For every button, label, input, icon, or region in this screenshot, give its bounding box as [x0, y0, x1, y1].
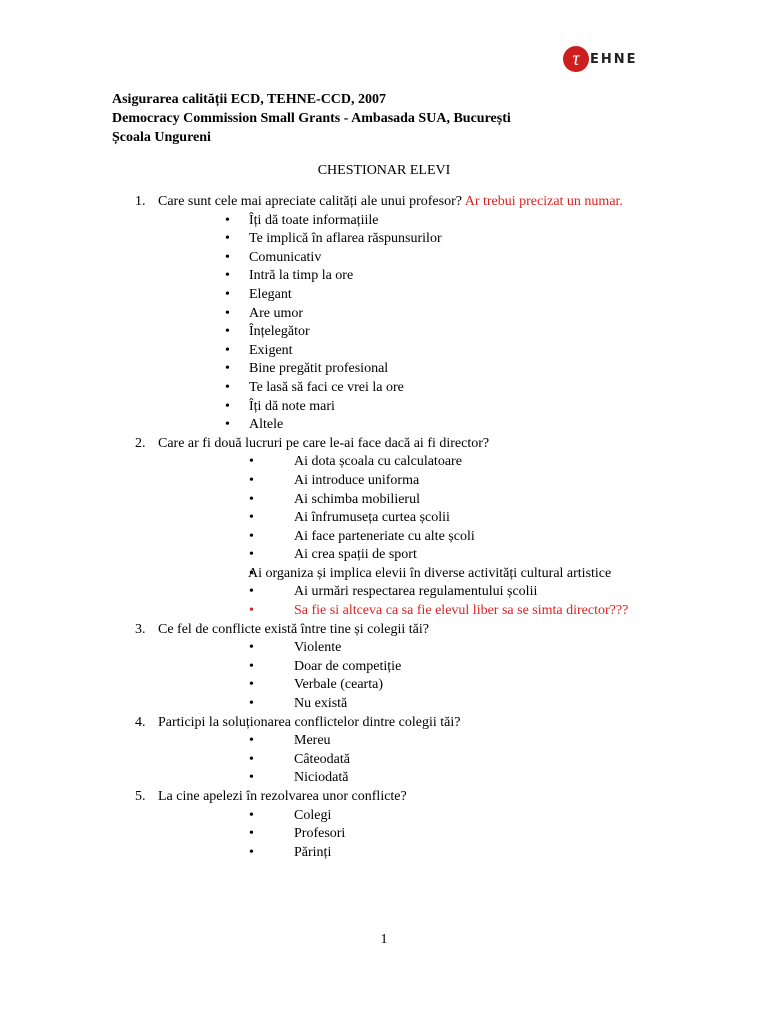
question-number: 5.	[135, 789, 146, 804]
question-1-text: Care sunt cele mai apreciate calități ale unui profesor?	[158, 194, 462, 209]
editor-note: Ar trebui precizat un numar.	[464, 194, 623, 209]
question-3	[135, 621, 655, 640]
option-item: • Îți dă note mari	[135, 398, 655, 417]
question-5	[135, 788, 655, 807]
question-2	[135, 435, 655, 454]
question-1	[135, 193, 655, 212]
question-3-options	[135, 639, 655, 713]
question-text: Participi la soluționarea conflictelor dintre colegii tăi?	[158, 714, 461, 730]
option-item: • Elegant	[135, 286, 655, 305]
question-5-options	[135, 807, 655, 863]
option-item: • Profesori	[135, 825, 655, 844]
question-number: 1.	[135, 194, 146, 209]
option-text: • Ai organiza și implica elevii în diverse activități cultural artistice	[248, 565, 612, 581]
option-item: • Ai schimba mobilierul	[135, 491, 655, 510]
question-text: Ce fel de conflicte există între tine și colegii tăi?	[158, 621, 429, 637]
header-line-3: Școala Ungureni	[112, 130, 211, 145]
question-1-options	[135, 212, 655, 435]
question-4-options	[135, 732, 655, 788]
header-line-1: Asigurarea calității ECD, TEHNE-CCD, 2007	[112, 92, 387, 107]
option-item: • Îți dă toate informațiile	[135, 212, 655, 231]
option-item: • Are umor	[135, 305, 655, 324]
option-item: • Colegi	[135, 807, 655, 826]
option-item: • Exigent	[135, 342, 655, 361]
option-item: • Verbale (cearta)	[135, 676, 655, 695]
option-item: • Comunicativ	[135, 249, 655, 268]
option-item: • Violente	[135, 639, 655, 658]
question-number: 4.	[135, 714, 146, 730]
tehne-logo	[563, 44, 638, 74]
tehne-logo-mark: τ	[563, 46, 589, 72]
question-text	[158, 193, 655, 212]
option-item: • Ai face parteneriate cu alte școli	[135, 528, 655, 547]
question-text: La cine apelezi în rezolvarea unor conflicte?	[158, 789, 407, 804]
tehne-logo-text: EHNE	[590, 51, 638, 67]
option-item: • Părinți	[135, 844, 655, 863]
page-number: 1	[380, 932, 388, 947]
option-item: • Înțelegător	[135, 323, 655, 342]
option-item: • Mereu	[135, 732, 655, 751]
option-item: • Niciodată	[135, 769, 655, 788]
question-text: Care ar fi două lucruri pe care le-ai face dacă ai fi director?	[158, 435, 490, 451]
document-title: CHESTIONAR ELEVI	[317, 163, 451, 178]
option-item: • Te lasă să faci ce vrei la ore	[135, 379, 655, 398]
option-item: • Altele	[135, 416, 655, 435]
option-item: • Ai dota școala cu calculatoare	[135, 453, 655, 472]
question-4	[135, 714, 655, 733]
option-item: • Nu există	[135, 695, 655, 714]
option-item: • Ai crea spații de sport	[135, 546, 655, 565]
document-header	[112, 90, 511, 147]
option-item: • Te implică în aflarea răspunsurilor	[135, 230, 655, 249]
option-item: • Ai introduce uniforma	[135, 472, 655, 491]
option-item: • Doar de competiție	[135, 658, 655, 677]
option-item: • Intră la timp la ore	[135, 267, 655, 286]
editor-note-option: • Sa fie si altceva ca sa fie elevul liber sa se simta director???	[135, 602, 655, 621]
option-item: • Bine pregătit profesional	[135, 360, 655, 379]
option-item: • Câteodată	[135, 751, 655, 770]
option-item: • Ai înfrumuseța curtea școlii	[135, 509, 655, 528]
question-number: 3.	[135, 621, 146, 637]
question-number: 2.	[135, 435, 146, 451]
header-line-2: Democracy Commission Small Grants - Ambasada SUA, București	[112, 111, 511, 126]
option-item: • Ai urmări respectarea regulamentului școlii	[135, 583, 655, 602]
questionnaire	[135, 193, 655, 862]
option-item-wrapped	[135, 565, 655, 584]
question-2-options	[135, 453, 655, 620]
